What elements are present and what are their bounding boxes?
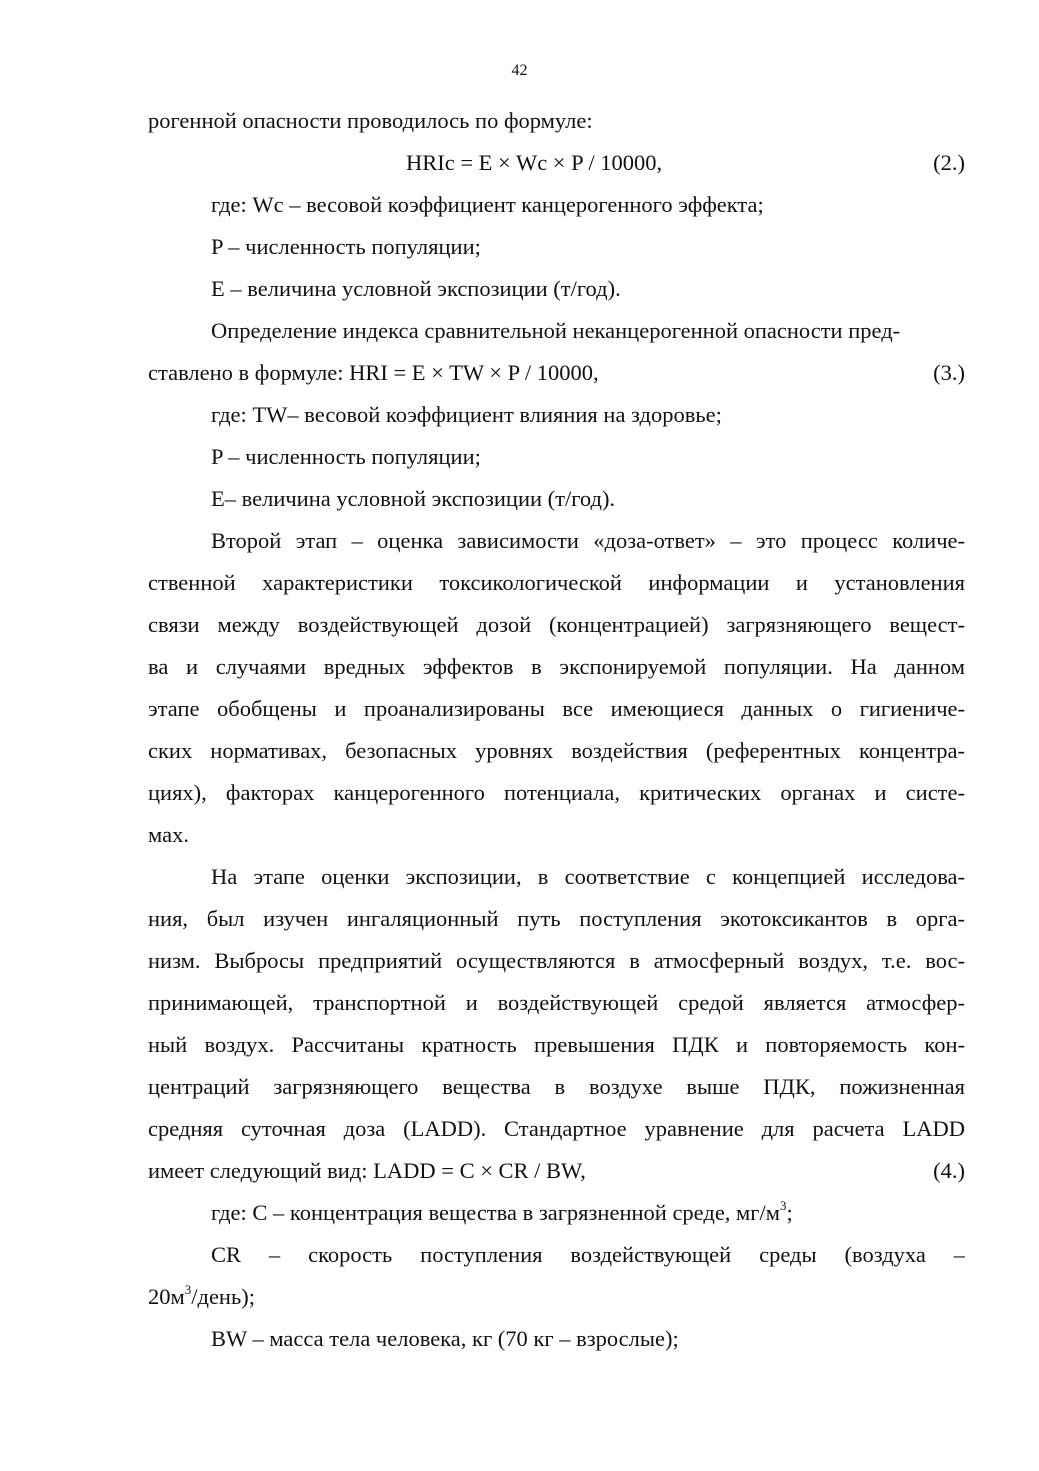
text-line: BW – масса тела человека, кг (70 кг – взрослые); xyxy=(211,1326,679,1351)
text-line xyxy=(148,1276,965,1318)
paragraph-line: этапе обобщены и проанализированы все имеющиеся данных о гигиениче- xyxy=(148,696,965,721)
formula-3-text: ставлено в формуле: HRI = E × TW × P / 10000, xyxy=(148,360,599,385)
page-number: 42 xyxy=(511,62,528,79)
text-line: где: TW– весовой коэффициент влияния на здоровье; xyxy=(211,402,722,427)
text-line xyxy=(148,1192,965,1234)
paragraph-line: мах. xyxy=(148,822,189,847)
equation-number-3: (3.) xyxy=(933,360,965,385)
text-line: где: Wc – весовой коэффициент канцерогенного эффекта; xyxy=(211,192,764,217)
text-line: E– величина условной экспозиции (т/год). xyxy=(211,486,616,511)
body-text xyxy=(148,100,965,1360)
paragraph-line: CR – скорость поступления воздействующей среды (воздуха – xyxy=(211,1242,965,1267)
paragraph-line: низм. Выбросы предприятий осуществляются в атмосферный воздух, т.е. вос- xyxy=(148,948,965,973)
text-line: P – численность популяции; xyxy=(211,234,481,259)
paragraph-line: циях), факторах канцерогенного потенциала, критических органах и систе- xyxy=(148,780,965,805)
superscript: 3 xyxy=(780,1197,787,1213)
paragraph-line: центраций загрязняющего вещества в воздухе выше ПДК, пожизненная xyxy=(148,1074,965,1099)
text-line: Определение индекса сравнительной неканцерогенной опасности пред- xyxy=(211,318,901,343)
paragraph-line: На этапе оценки экспозиции, в соответствие с концепцией исследова- xyxy=(211,864,965,889)
paragraph-line: ственной характеристики токсикологической информации и установления xyxy=(148,570,965,595)
paragraph-line: ва и случаями вредных эффектов в экспонируемой популяции. На данном xyxy=(148,654,965,679)
formula-2-expression: HRIc = E × Wc × P / 10000, xyxy=(406,150,663,175)
formula-4-text: имеет следующий вид: LADD = C × CR / BW, xyxy=(148,1158,586,1183)
text-line: E – величина условной экспозиции (т/год). xyxy=(211,276,621,301)
paragraph-line: принимающей, транспортной и воздействующей средой является атмосфер- xyxy=(148,990,965,1015)
punctuation: ; xyxy=(786,1200,793,1225)
formula-2 xyxy=(148,142,965,184)
paragraph-line: ный воздух. Рассчитаны кратность превышения ПДК и повторяемость кон- xyxy=(148,1032,965,1057)
formula-4 xyxy=(148,1150,965,1192)
equation-number-2: (2.) xyxy=(933,150,965,175)
text-line: P – численность популяции; xyxy=(211,444,481,469)
paragraph-line: средняя суточная доза (LADD). Стандартное уравнение для расчета LADD xyxy=(148,1116,965,1141)
text-line: рогенной опасности проводилось по формуле: xyxy=(148,108,593,133)
paragraph-line: связи между воздействующей дозой (концентрацией) загрязняющего вещест- xyxy=(148,612,965,637)
superscript: 3 xyxy=(184,1281,192,1297)
paragraph-line: ния, был изучен ингаляционный путь поступления экотоксикантов в орга- xyxy=(148,906,965,931)
paragraph-line: ских нормативах, безопасных уровнях воздействия (референтных концентра- xyxy=(148,738,965,763)
equation-number-4: (4.) xyxy=(933,1158,965,1183)
formula-3 xyxy=(148,352,965,394)
intake-rate-unit: /день); xyxy=(191,1284,255,1309)
concentration-definition: где: C – концентрация вещества в загрязненной среде, мг/м xyxy=(211,1200,781,1225)
paragraph-line: Второй этап – оценка зависимости «доза-ответ» – это процесс количе- xyxy=(211,528,965,553)
intake-rate-value: 20м xyxy=(148,1284,185,1309)
